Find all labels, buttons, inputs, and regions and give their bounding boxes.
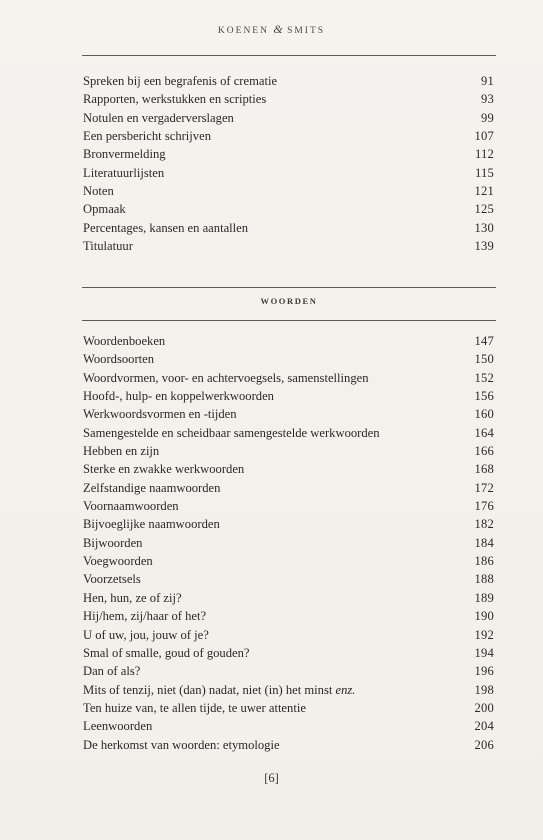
- toc-entry-title-text: Hebben en zijn: [83, 444, 160, 459]
- toc-entry: [83, 127, 494, 145]
- toc-entry: [83, 497, 494, 515]
- toc-entry-page: 204: [474, 719, 494, 734]
- toc-entry-title: [83, 332, 165, 350]
- header-rule: [82, 55, 496, 56]
- toc-entry-title-text: Woordenboeken: [83, 334, 166, 348]
- toc-entry: [83, 387, 494, 405]
- toc-entry: [83, 736, 494, 754]
- toc-entry: [83, 405, 494, 423]
- toc-entry: [83, 219, 494, 237]
- toc-entry-title-text: Leenwoorden: [83, 719, 153, 734]
- toc-entry-title: [83, 589, 182, 607]
- toc-entry-title: [83, 570, 141, 588]
- toc-entry-page: 184: [474, 535, 494, 550]
- toc-entry-title: [83, 607, 206, 625]
- toc-entry-page: 164: [474, 425, 494, 440]
- toc-entry-page: 160: [474, 407, 494, 422]
- toc-entry-page: 147: [474, 334, 494, 348]
- toc-entry: [83, 552, 494, 570]
- toc-entry: [83, 90, 494, 108]
- toc-entry: [83, 237, 494, 255]
- toc-entry-page: 198: [474, 682, 494, 697]
- toc-entry: [83, 570, 494, 588]
- toc-entry-title: [83, 109, 234, 127]
- toc-entry: [83, 644, 494, 662]
- toc-entry-title: [83, 460, 244, 478]
- toc-entry-title-text: Opmaak: [83, 202, 126, 217]
- toc-entry-page: 150: [474, 352, 494, 367]
- toc-entry: [83, 200, 494, 218]
- toc-entry: [83, 589, 494, 607]
- toc-entry-page: 130: [474, 220, 494, 235]
- toc-entry-page: 91: [481, 74, 494, 88]
- toc-entry-page: 125: [474, 202, 494, 217]
- toc-entry-title: [83, 387, 274, 405]
- toc-entry-page: 200: [474, 700, 494, 715]
- toc-entry-title: [83, 350, 154, 368]
- toc-entry-title: [83, 717, 152, 735]
- toc-entry: [83, 182, 494, 200]
- toc-entry-title: [83, 200, 126, 218]
- toc-entry-page: 99: [481, 110, 494, 125]
- toc-entry-title-text: Voornaamwoorden: [83, 499, 179, 514]
- section-rule-bottom: [82, 320, 496, 321]
- toc-entry-title: [83, 424, 380, 442]
- toc-entry-title-text: Noten: [83, 184, 114, 199]
- toc-entry-title-text: Notulen en vergaderverslagen: [83, 110, 234, 125]
- toc-entry-title-text: Hij/hem, zij/haar of het?: [83, 609, 207, 624]
- toc-entry: [83, 717, 494, 735]
- toc-entry-title: [83, 72, 277, 90]
- toc-entry-title-text: Werkwoordsvormen en -tijden: [83, 407, 237, 422]
- toc-entry-page: 182: [474, 517, 494, 532]
- toc-entry: [83, 145, 494, 163]
- toc-entry-title: [83, 552, 153, 570]
- toc-entry: [83, 681, 494, 699]
- toc-entry-page: 166: [474, 444, 494, 459]
- toc-entry-page: 189: [474, 590, 494, 605]
- toc-entry-title: [83, 237, 133, 255]
- toc-entry-page: 176: [474, 499, 494, 514]
- section-title: WOORDEN: [260, 296, 318, 306]
- toc-entry: [83, 72, 494, 90]
- toc-entry: [83, 626, 494, 644]
- toc-list-woorden: [83, 332, 494, 754]
- toc-entry-title: [83, 405, 237, 423]
- toc-entry: [83, 109, 494, 127]
- toc-entry-title: [83, 182, 114, 200]
- toc-entry-title-text: Dan of als?: [83, 664, 141, 679]
- toc-entry-title-text: Samengestelde en scheidbaar samengestelde werkwoorden: [83, 425, 380, 440]
- toc-entry-page: 172: [474, 480, 494, 495]
- toc-entry: [83, 699, 494, 717]
- toc-entry-title: [83, 534, 142, 552]
- toc-entry-title: [83, 644, 250, 662]
- running-header: [0, 22, 543, 37]
- toc-entry-title-text: Een persbericht schrijven: [83, 129, 211, 144]
- toc-entry-page: 188: [474, 572, 494, 587]
- toc-entry-title-text: Bijvoeglijke naamwoorden: [83, 517, 220, 532]
- toc-entry-title-text: Zelfstandige naamwoorden: [83, 480, 221, 495]
- header-author-left: KOENEN: [217, 26, 269, 36]
- toc-entry-title: [83, 127, 211, 145]
- toc-entry-title: [83, 515, 220, 533]
- toc-entry-title: [83, 479, 220, 497]
- toc-entry: [83, 460, 494, 478]
- toc-entry-title-text: Ten huize van, te allen tijde, te uwer attentie: [83, 700, 306, 715]
- toc-entry-title-text: Hen, hun, ze of zij?: [83, 590, 182, 605]
- toc-entry-title-text: Woordvormen, voor- en achtervoegsels, samenstellingen: [83, 370, 369, 385]
- toc-entry-page: 196: [474, 664, 494, 679]
- toc-entry-title: [83, 497, 179, 515]
- toc-entry-page: 168: [474, 462, 494, 477]
- toc-entry-page: 194: [474, 645, 494, 660]
- toc-entry-page: 115: [474, 165, 494, 180]
- toc-entry-title: [83, 219, 248, 237]
- toc-entry-title-text: Mits of tenzij, niet (dan) nadat, niet (in) het minst: [83, 682, 336, 697]
- toc-entry-title: [83, 626, 209, 644]
- section-rule: [82, 287, 496, 288]
- toc-entry-title-text: Rapporten, werkstukken en scripties: [83, 92, 267, 107]
- toc-entry-title-italic: enz.: [335, 682, 356, 697]
- toc-entry-page: 93: [481, 92, 494, 107]
- toc-entry: [83, 479, 494, 497]
- toc-entry-title-text: Bronvermelding: [83, 147, 166, 162]
- toc-entry-title-text: Spreken bij een begrafenis of crematie: [83, 74, 278, 88]
- toc-entry-page: 152: [474, 370, 494, 385]
- toc-entry-page: 192: [474, 627, 494, 642]
- toc-entry-page: 139: [474, 239, 494, 254]
- toc-entry: [83, 350, 494, 368]
- toc-entry-title: [83, 442, 159, 460]
- toc-entry-page: 107: [474, 129, 494, 144]
- toc-entry-title-text: Titulatuur: [83, 239, 133, 254]
- toc-entry-title-text: U of uw, jou, jouw of je?: [83, 627, 209, 642]
- toc-entry-page: 206: [474, 737, 494, 752]
- toc-entry-title-text: Voegwoorden: [83, 554, 153, 569]
- toc-entry-title: [83, 90, 266, 108]
- toc-entry-page: 156: [474, 389, 494, 404]
- toc-entry-title: [83, 681, 355, 699]
- toc-entry-title-text: De herkomst van woorden: etymologie: [83, 737, 280, 752]
- toc-entry: [83, 442, 494, 460]
- toc-entry-title: [83, 736, 280, 754]
- toc-entry-title: [83, 699, 306, 717]
- toc-entry-title: [83, 662, 140, 680]
- toc-entry-title-text: Bijwoorden: [83, 535, 143, 550]
- toc-entry-title-text: Sterke en zwakke werkwoorden: [83, 462, 245, 477]
- header-author-right: SMITS: [287, 26, 326, 36]
- toc-entry: [83, 607, 494, 625]
- toc-entry: [83, 515, 494, 533]
- toc-entry: [83, 534, 494, 552]
- toc-entry: [83, 424, 494, 442]
- toc-entry-title-text: Percentages, kansen en aantallen: [83, 220, 249, 235]
- toc-entry: [83, 662, 494, 680]
- toc-entry-title-text: Smal of smalle, goud of gouden?: [83, 645, 250, 660]
- toc-entry-page: 186: [474, 554, 494, 569]
- toc-entry: [83, 332, 494, 350]
- toc-entry-title-text: Woordsoorten: [83, 352, 155, 367]
- toc-entry-page: 190: [474, 609, 494, 624]
- toc-entry-title-text: Voorzetsels: [83, 572, 141, 587]
- toc-entry: [83, 369, 494, 387]
- toc-entry-title-text: Literatuurlijsten: [83, 165, 165, 180]
- toc-entry-title: [83, 164, 164, 182]
- toc-entry: [83, 164, 494, 182]
- page-number: [6]: [264, 771, 279, 785]
- header-ampersand: &: [273, 22, 283, 36]
- toc-entry-title: [83, 369, 369, 387]
- toc-entry-title: [83, 145, 166, 163]
- toc-entry-page: 112: [474, 147, 494, 162]
- toc-list-top: [83, 72, 494, 255]
- toc-entry-title-text: Hoofd-, hulp- en koppelwerkwoorden: [83, 389, 274, 404]
- toc-entry-page: 121: [474, 184, 494, 199]
